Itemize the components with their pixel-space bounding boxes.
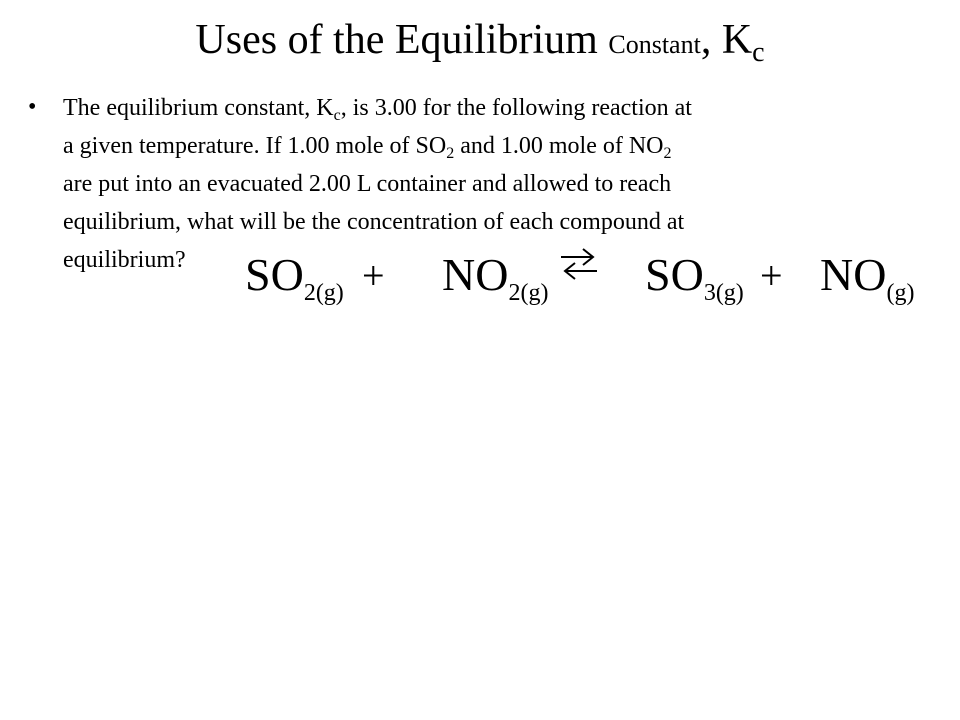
equilibrium-arrows-icon (555, 244, 603, 284)
product-no (820, 249, 915, 306)
line-2-text-a: a given temperature. If 1.00 mole of SO (63, 133, 447, 159)
reactant-no2-formula: NO (442, 249, 509, 300)
text-line-3 (63, 165, 933, 203)
product-no-state: (g) (886, 280, 915, 306)
line-2-text-b: and 1.00 mole of NO (454, 133, 664, 159)
text-line-1 (63, 89, 933, 127)
text-line-2 (63, 127, 933, 165)
reactant-no2 (442, 249, 549, 306)
text-line-4 (63, 203, 933, 241)
line-2-sub-a: 2 (446, 145, 455, 162)
product-no-formula: NO (820, 249, 887, 300)
bullet-marker: • (28, 94, 37, 120)
reactant-so2-state: 2(g) (303, 280, 344, 306)
reactant-no2-state: 2(g) (508, 280, 549, 306)
line-2-sub-b: 2 (663, 145, 672, 162)
plus-sign-2: + (760, 253, 783, 298)
product-so3 (645, 249, 744, 306)
line-1-text-a: The equilibrium constant, K (63, 95, 334, 121)
reactant-so2-formula: SO (245, 249, 304, 300)
product-so3-state: 3(g) (703, 280, 744, 306)
product-so3-formula: SO (645, 249, 704, 300)
line-5-text: equilibrium? (63, 247, 186, 273)
line-4-text: equilibrium, what will be the concentration of each compound at (63, 209, 685, 235)
title-part-2: Constant (608, 30, 701, 59)
line-1-sub: c (333, 107, 341, 124)
slide-title (0, 14, 960, 71)
title-part-1: Uses of the Equilibrium (195, 17, 609, 63)
line-1-text-b: , is 3.00 for the following reaction at (340, 95, 692, 121)
plus-sign-1: + (362, 253, 385, 298)
line-3-text: are put into an evacuated 2.00 L container and allowed to reach (63, 171, 672, 197)
title-subscript: c (752, 37, 765, 68)
title-part-3: , K (700, 17, 753, 63)
reactant-so2 (245, 249, 344, 306)
